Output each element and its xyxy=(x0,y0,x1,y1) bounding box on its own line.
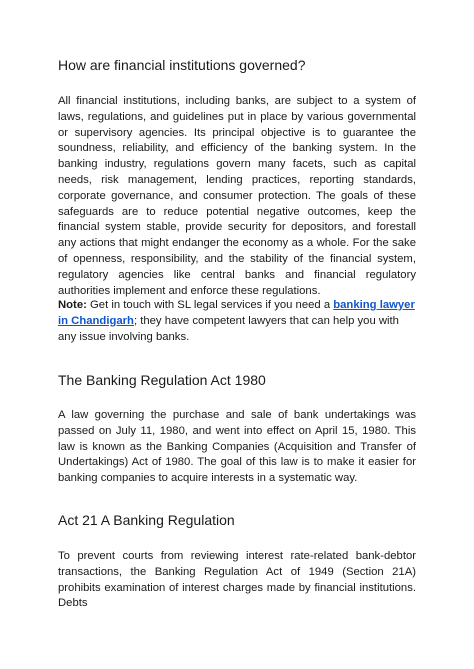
section-heading-act-1980: The Banking Regulation Act 1980 xyxy=(58,372,266,388)
note-text-before: Get in touch with SL legal services if you need a xyxy=(86,299,334,311)
section-heading-governed: How are financial institutions governed? xyxy=(58,57,306,73)
banking-lawyer-link[interactable]: banking lawyer in Chandigarh xyxy=(58,299,415,327)
section-body-governed: All financial institutions, including banks, are subject to a system of laws, regulations, and guidelines put in place by various governmental or supervisory agencies. Its principal objective is to guarantee the soundness, reliability, and efficiency of the banking system. In the banking industry, regulations govern many facets, such as capital needs, risk management, lending practices, reporting standards, corporate governance, and consumer protection. The goals of these safeguards are to reduce potential negative outcomes, keep the financial system stable, provide security for depositors, and forestall any actions that might endanger the economy as a whole. For the sake of openness, responsibility, and the stability of the financial system, regulatory agencies like central banks and financial regulatory authorities implement and enforce these regulations. xyxy=(58,95,416,297)
note-paragraph xyxy=(58,298,416,345)
section-heading-act-21a: Act 21 A Banking Regulation xyxy=(58,512,235,528)
note-label: Note: xyxy=(58,299,87,311)
section-body-act-21a: To prevent courts from reviewing interest rate-related bank-debtor transactions, the Banking Regulation Act of 1949 (Section 21A) prohibits examination of interest charges made by financial institutions. Debts xyxy=(58,550,416,610)
section-body-act-1980: A law governing the purchase and sale of bank undertakings was passed on July 11, 1980, and went into effect on April 15, 1980. This law is known as the Banking Companies (Acquisition and Transfer of Undertakings) Act of 1980. The goal of this law is to make it easier for banking companies to acquire interests in a systematic way. xyxy=(58,409,416,485)
note-text-after: ; they have competent lawyers that can help you with any issue involving banks. xyxy=(58,314,399,343)
